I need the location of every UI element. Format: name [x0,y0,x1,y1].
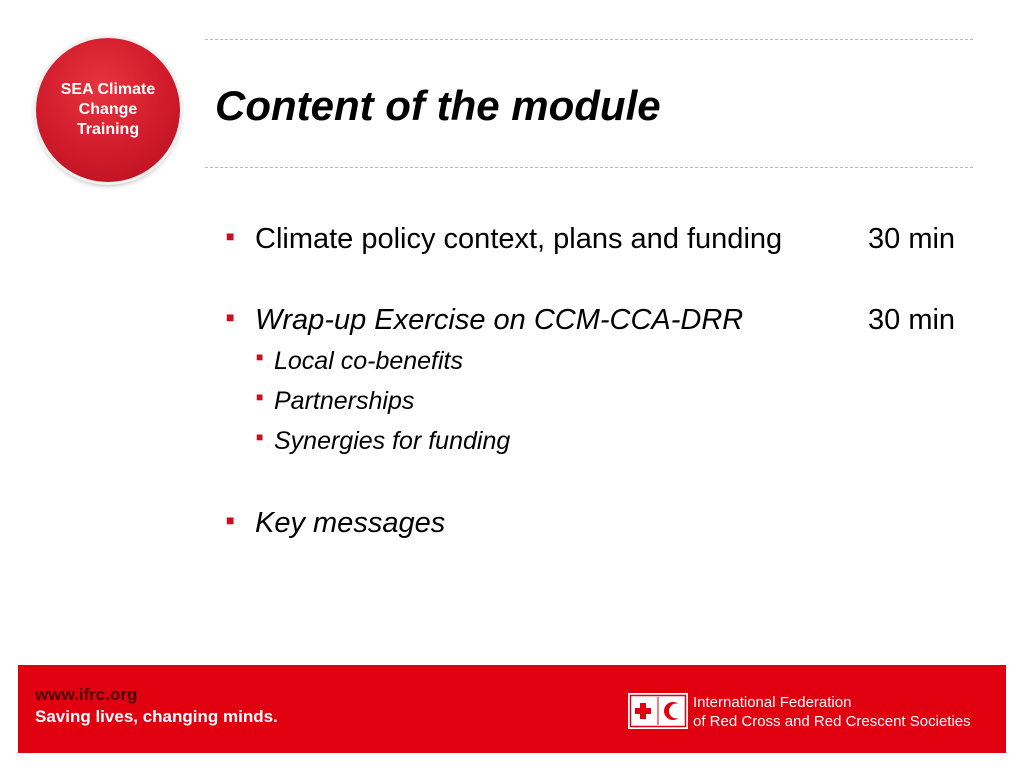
title-bottom-divider [205,167,973,168]
square-bullet-icon: ■ [226,512,235,528]
sub-item-local-co-benefits: Local co-benefits [274,347,464,375]
footer-bar [18,665,1006,753]
square-bullet-icon: ■ [226,309,235,325]
organization-name-line-1: International Federation [693,694,852,711]
list-item-key-messages: Key messages [255,507,446,539]
organization-name [693,693,971,731]
sea-climate-training-badge [36,38,180,182]
list-item-wrap-up-exercise: Wrap-up Exercise on CCM-CCA-DRR [255,304,744,336]
square-bullet-icon: ■ [226,228,235,244]
duration-climate-policy: 30 min [868,223,956,255]
list-item-climate-policy: Climate policy context, plans and funding [255,223,783,255]
square-bullet-icon: ■ [256,390,264,404]
organization-name-line-2: of Red Cross and Red Crescent Societies [693,713,971,730]
sub-item-partnerships: Partnerships [274,387,415,415]
footer-url: www.ifrc.org [35,685,138,704]
sub-item-synergies-for-funding: Synergies for funding [274,427,511,455]
square-bullet-icon: ■ [256,350,264,364]
square-bullet-icon: ■ [256,430,264,444]
title-top-divider [205,39,973,40]
badge-line-2: Change [78,101,138,118]
red-cross-red-crescent-emblem-icon [628,693,688,729]
badge-line-3: Training [76,121,140,138]
duration-wrap-up-exercise: 30 min [868,304,956,336]
slide-title: Content of the module [215,82,661,129]
footer-tagline: Saving lives, changing minds. [35,707,278,726]
badge-line-1: SEA Climate [60,81,156,98]
badge-label [53,80,163,140]
